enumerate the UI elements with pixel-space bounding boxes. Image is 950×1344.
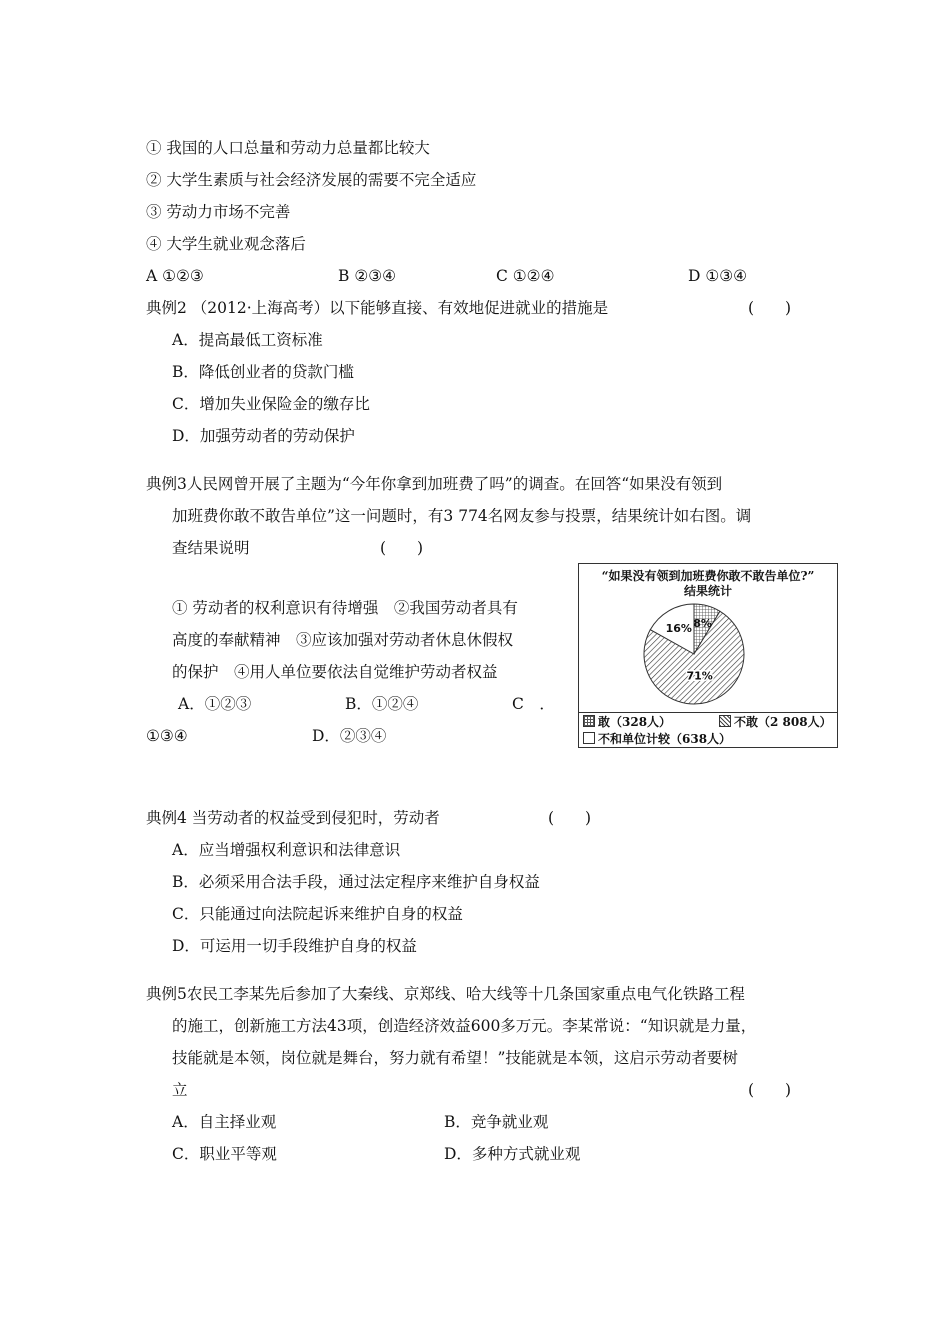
q4-option-a: A．应当增强权利意识和法律意识 [172,841,401,859]
q2-answer-paren: ( ) [748,299,792,317]
q2-option-c: C．增加失业保险金的缴存比 [172,395,370,413]
pie-chart [579,564,837,712]
q5-option-b: B．竞争就业观 [444,1113,549,1131]
legend-item-no-dispute: 不和单位计较（638人） [583,731,731,747]
q3-option-b: B．①②④ [345,695,419,713]
q1-item-2: ② 大学生素质与社会经济发展的需要不完全适应 [146,171,477,189]
q4-answer-paren: ( ) [548,809,592,827]
hatch-swatch-icon [719,715,731,727]
q3-option-d: D．②③④ [312,727,387,745]
q4-stem: 典例4 当劳动者的权益受到侵犯时，劳动者 [146,809,440,827]
q4-option-d: D．可运用一切手段维护自身的权益 [172,937,417,955]
grid-swatch-icon [583,715,595,727]
q5-stem-line-4: 立 [172,1081,188,1099]
q3-option-c: C ． [512,695,555,713]
q3-option-a: A．①②③ [178,695,252,713]
q4-option-c: C．只能通过向法院起诉来维护自身的权益 [172,905,463,923]
q1-option-a: A ①②③ [146,267,204,285]
q5-stem-line-3: 技能就是本领，岗位就是舞台，努力就有希望！”技能就是本领，这启示劳动者要树 [172,1049,738,1067]
chart-title-line-1: “如果没有领到加班费你敢不敢告单位?” [601,569,815,583]
q3-stem-line-2: 加班费你敢不敢告单位”这一问题时，有3 774名网友参与投票，结果统计如右图。调 [172,507,752,525]
q5-stem-line-1: 典例5农民工李某先后参加了大秦线、京郑线、哈大线等十几条国家重点电气化铁路工程 [146,985,745,1003]
legend-item-dare: 敢（328人） [583,714,671,730]
q5-option-d: D．多种方式就业观 [444,1145,581,1163]
q1-option-b: B ②③④ [338,267,397,285]
q4-option-b: B．必须采用合法手段，通过法定程序来维护自身权益 [172,873,540,891]
legend-item-dare-not: 不敢（2 808人） [719,714,832,730]
pie-label-dare-not: 71% [686,669,713,683]
q1-item-1: ① 我国的人口总量和劳动力总量都比较大 [146,139,430,157]
q2-option-b: B．降低创业者的贷款门槛 [172,363,354,381]
q2-option-a: A．提高最低工资标准 [172,331,323,349]
chart-title-line-2: 结果统计 [683,584,732,598]
q3-answer-paren: ( ) [380,539,424,557]
q3-body-line-1: ① 劳动者的权利意识有待增强 ②我国劳动者具有 [172,599,518,617]
q3-stem-line-1: 典例3人民网曾开展了主题为“今年你拿到加班费了吗”的调查。在回答“如果没有领到 [146,475,723,493]
pie-label-no-dispute: 16% [665,622,692,636]
q1-option-c: C ①②④ [496,267,555,285]
pie-label-dare: 8% [693,617,712,631]
q5-option-a: A．自主择业观 [172,1113,277,1131]
q1-option-d: D ①③④ [688,267,748,285]
q3-body-line-2: 高度的奉献精神 ③应该加强对劳动者休息休假权 [172,631,514,649]
q2-stem: 典例2 （2012·上海高考）以下能够直接、有效地促进就业的措施是 [146,299,609,317]
q1-item-4: ④ 大学生就业观念落后 [146,235,306,253]
q1-item-3: ③ 劳动力市场不完善 [146,203,291,221]
legend-divider [579,712,837,713]
q5-answer-paren: ( ) [748,1081,792,1099]
q3-body-line-3: 的保护 ④用人单位要依法自觉维护劳动者权益 [172,663,498,681]
q2-option-d: D．加强劳动者的劳动保护 [172,427,355,445]
q5-option-c: C．职业平等观 [172,1145,277,1163]
survey-pie-figure [578,563,838,748]
q5-stem-line-2: 的施工，创新施工方法43项，创造经济效益600多万元。李某常说：“知识就是力量， [172,1017,757,1035]
q3-option-c-value: ①③④ [146,727,188,745]
blank-swatch-icon [583,732,595,744]
q3-stem-line-3: 查结果说明 [172,539,250,557]
